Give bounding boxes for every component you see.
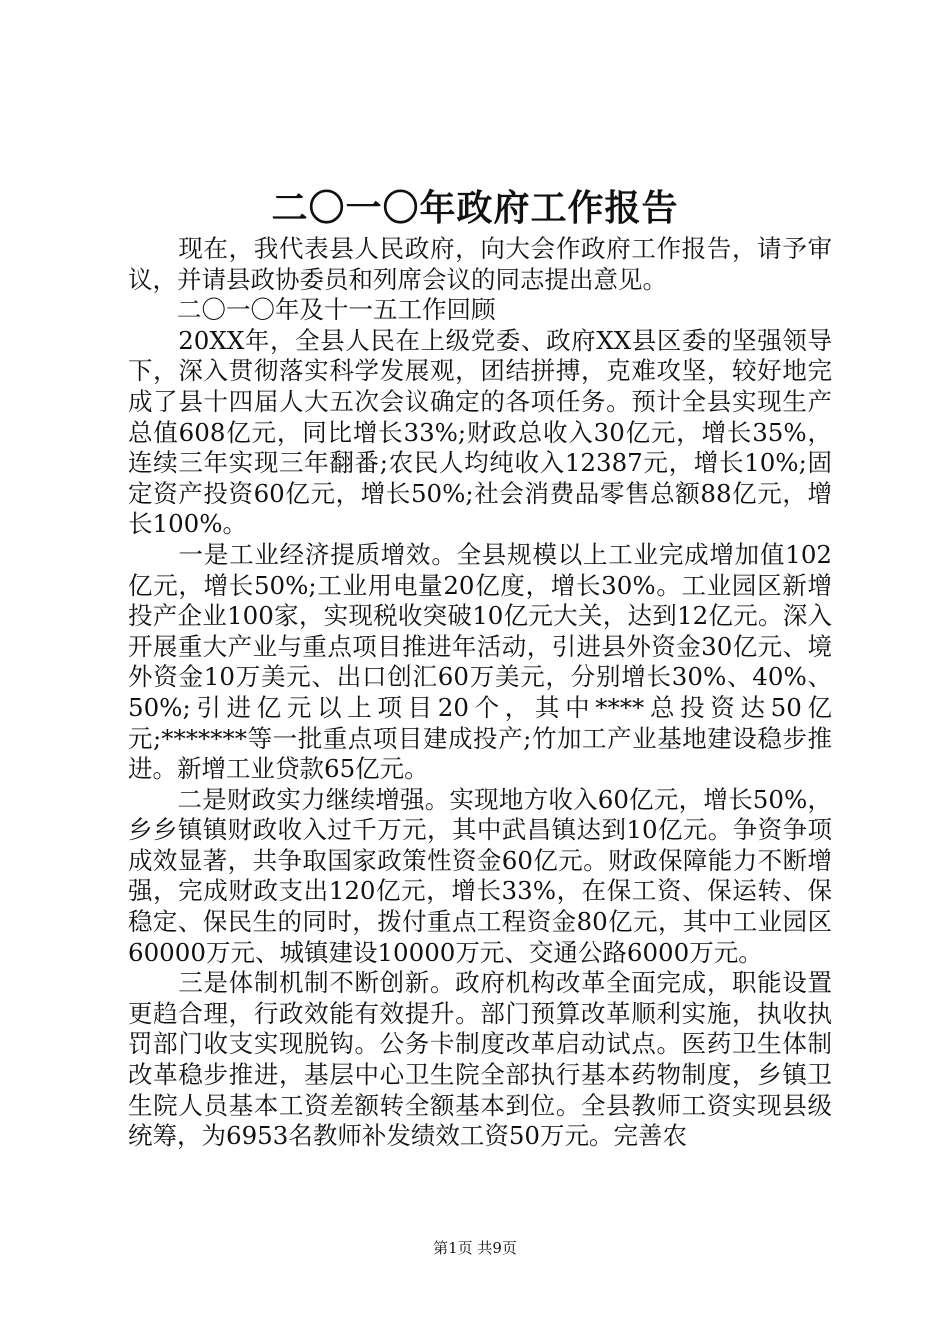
paragraph-intro: 现在，我代表县人民政府，向大会作政府工作报告，请予审议，并请县政协委员和列席会议的同志提出意见。 <box>128 234 832 294</box>
document-body <box>128 234 832 1152</box>
paragraph-reform: 三是体制机制不断创新。政府机构改革全面完成，职能设置更趋合理，行政效能有效提升。部门预算改革顺利实施，执收执罚部门收支实现脱钩。公务卡制度改革启动试点。医药卫生体制改革稳步推进，基层中心卫生院全部执行基本药物制度，乡镇卫生院人员基本工资差额转全额基本到位。全县教师工资实现县级统筹，为6953名教师补发绩效工资50万元。完善农 <box>128 968 832 1151</box>
paragraph-overview: 20XX年，全县人民在上级党委、政府XX县区委的坚强领导下，深入贯彻落实科学发展观，团结拼搏，克难攻坚，较好地完成了县十四届人大五次会议确定的各项任务。预计全县实现生产总值608亿元，同比增长33%;财政总收入30亿元，增长35%，连续三年实现三年翻番;农民人均纯收入12387元，增长10%;固定资产投资60亿元，增长50%;社会消费品零售总额88亿元，增长100%。 <box>128 325 832 539</box>
section-heading-review: 二〇一〇年及十一五工作回顾 <box>128 295 496 325</box>
page-number-footer: 第1页 共9页 <box>433 1239 517 1257</box>
document-title: 二〇一〇年政府工作报告 <box>271 187 679 229</box>
paragraph-finance: 二是财政实力继续增强。实现地方收入60亿元，增长50%，乡乡镇镇财政收入过千万元，其中武昌镇达到10亿元。争资争项成效显著，共争取国家政策性资金60亿元。财政保障能力不断增强，完成财政支出120亿元，增长33%，在保工资、保运转、保稳定、保民生的同时，拨付重点工程资金80亿元，其中工业园区60000万元、城镇建设10000万元、交通公路6000万元。 <box>128 784 832 967</box>
paragraph-industry: 一是工业经济提质增效。全县规模以上工业完成增加值102亿元，增长50%;工业用电量20亿度，增长30%。工业园区新增投产企业100家，实现税收突破10亿元大关，达到12亿元。深入开展重大产业与重点项目推进年活动，引进县外资金30亿元、境外资金10万美元、出口创汇60万美元，分别增长30%、40%、50%;引进亿元以上项目20个，其中****总投资达50亿元;*******等一批重点项目建成投产;竹加工产业基地建设稳步推进。新增工业贷款65亿元。 <box>128 539 832 784</box>
